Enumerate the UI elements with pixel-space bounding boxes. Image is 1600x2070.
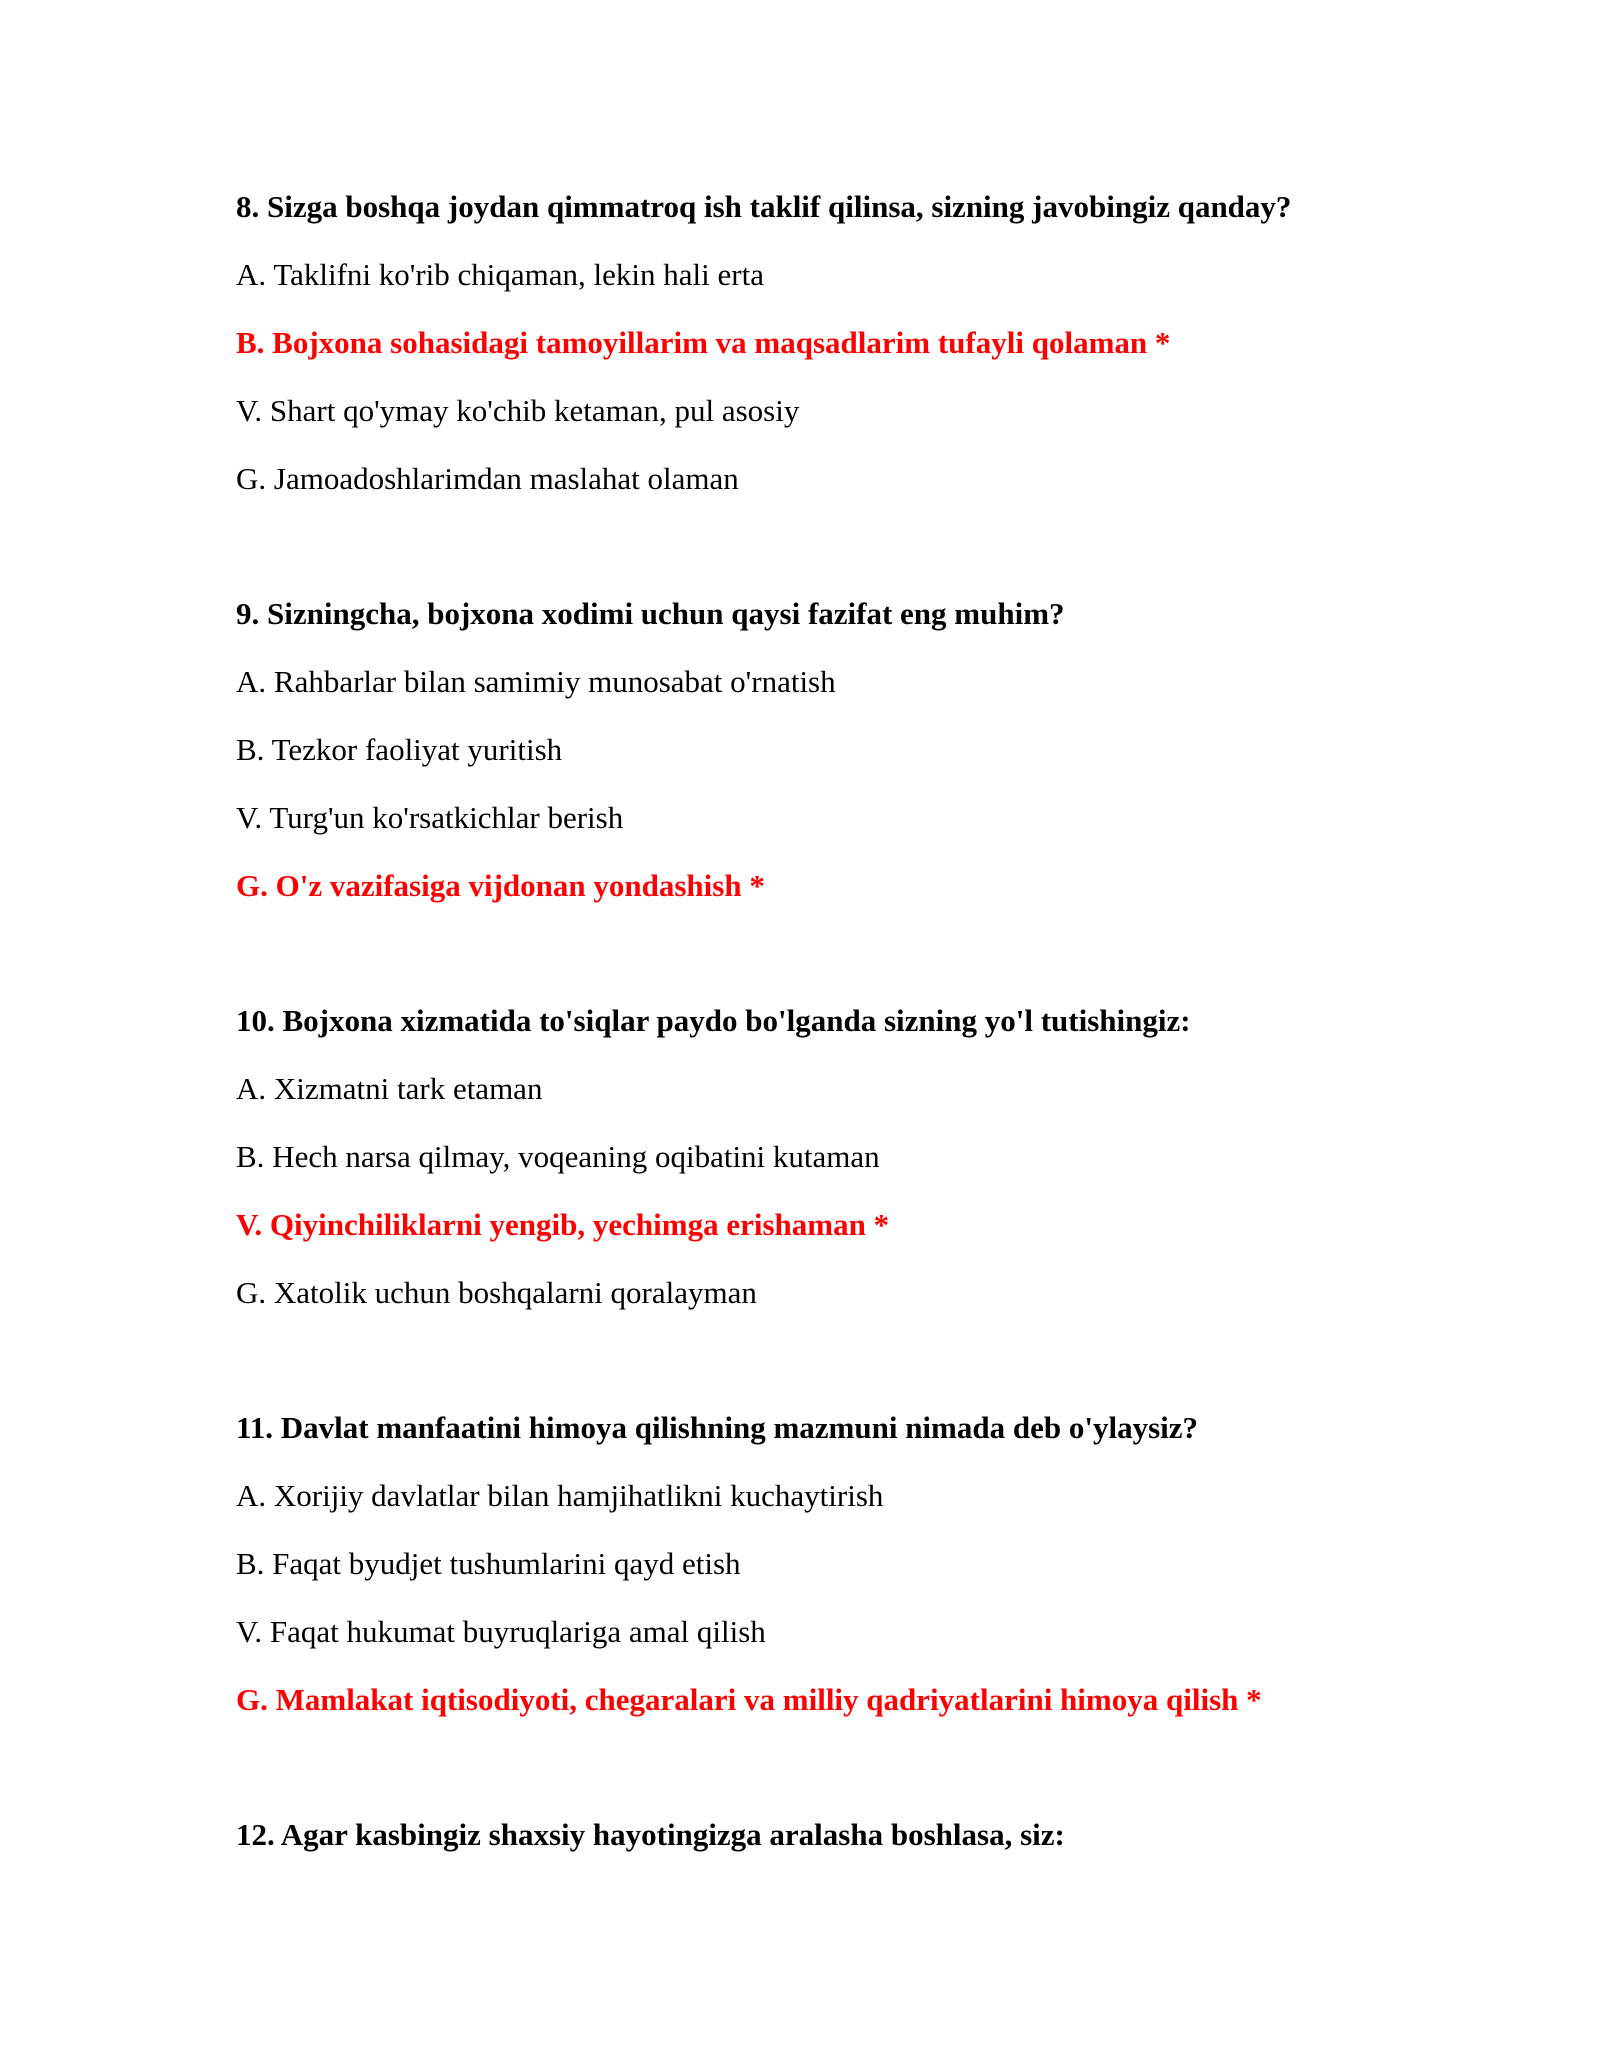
answer-option: A. Rahbarlar bilan samimiy munosabat o'rnatish: [236, 664, 836, 699]
answer-option: V. Shart qo'ymay ko'chib ketaman, pul asosiy: [236, 393, 800, 428]
question-10: [236, 999, 1436, 1339]
question-12: [236, 1813, 1436, 1881]
question-title: 8. Sizga boshqa joydan qimmatroq ish taklif qilinsa, sizning javobingiz qanday?: [236, 189, 1292, 224]
correct-answer-option: G. O'z vazifasiga vijdonan yondashish *: [236, 868, 765, 903]
answer-option: B. Faqat byudjet tushumlarini qayd etish: [236, 1546, 741, 1581]
question-11: [236, 1406, 1436, 1746]
question-9: [236, 592, 1436, 932]
questionnaire: [236, 185, 1436, 1881]
answer-option: G. Xatolik uchun boshqalarni qoralayman: [236, 1275, 757, 1310]
answer-option: B. Tezkor faoliyat yuritish: [236, 732, 563, 767]
answer-option: V. Faqat hukumat buyruqlariga amal qilish: [236, 1614, 766, 1649]
correct-answer-option: V. Qiyinchiliklarni yengib, yechimga erishaman *: [236, 1207, 890, 1242]
correct-answer-option: G. Mamlakat iqtisodiyoti, chegaralari va milliy qadriyatlarini himoya qilish *: [236, 1682, 1262, 1717]
question-title: 12. Agar kasbingiz shaxsiy hayotingizga aralasha boshlasa, siz:: [236, 1817, 1065, 1852]
correct-answer-option: B. Bojxona sohasidagi tamoyillarim va maqsadlarim tufayli qolaman *: [236, 325, 1171, 360]
question-title: 9. Sizningcha, bojxona xodimi uchun qaysi fazifat eng muhim?: [236, 596, 1065, 631]
question-title: 10. Bojxona xizmatida to'siqlar paydo bo'lganda sizning yo'l tutishingiz:: [236, 1003, 1191, 1038]
answer-option: A. Xizmatni tark etaman: [236, 1071, 543, 1106]
question-8: [236, 185, 1436, 525]
answer-option: A. Taklifni ko'rib chiqaman, lekin hali erta: [236, 257, 764, 292]
answer-option: V. Turg'un ko'rsatkichlar berish: [236, 800, 624, 835]
question-title: 11. Davlat manfaatini himoya qilishning mazmuni nimada deb o'ylaysiz?: [236, 1410, 1199, 1445]
answer-option: B. Hech narsa qilmay, voqeaning oqibatini kutaman: [236, 1139, 880, 1174]
answer-option: G. Jamoadoshlarimdan maslahat olaman: [236, 461, 739, 496]
answer-option: A. Xorijiy davlatlar bilan hamjihatlikni kuchaytirish: [236, 1478, 884, 1513]
